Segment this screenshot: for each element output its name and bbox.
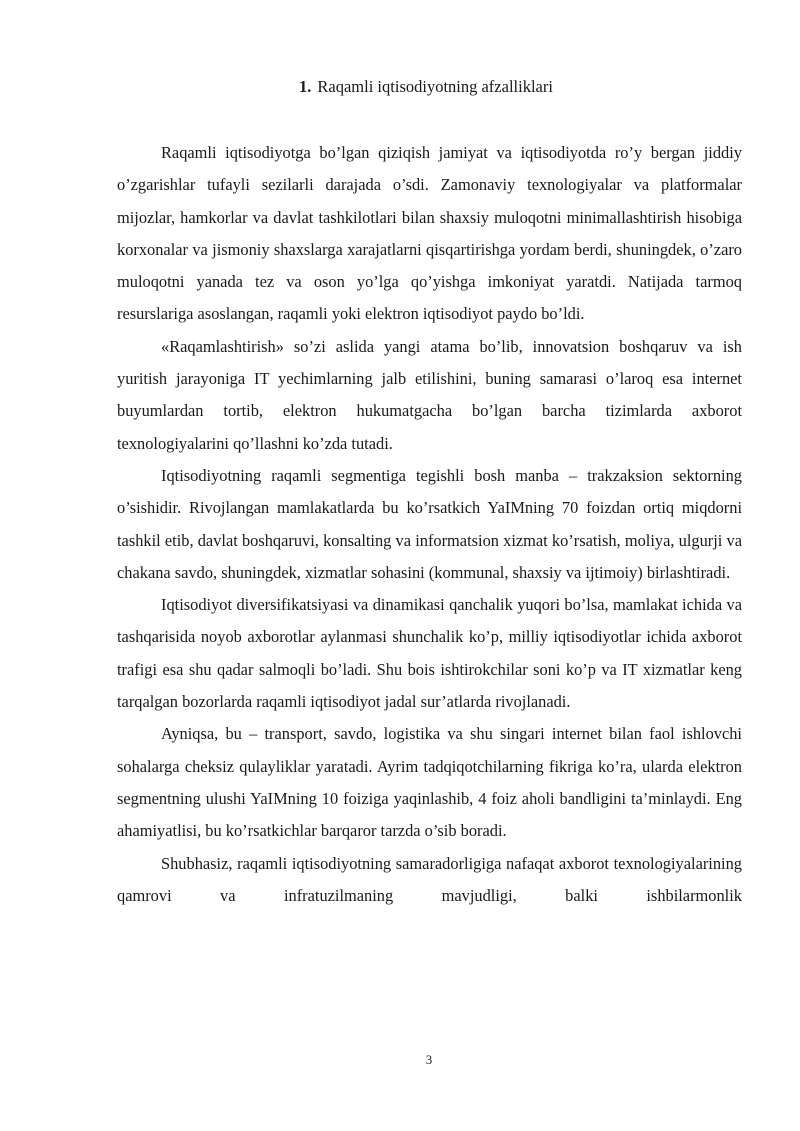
page-number: 3 [425,1053,433,1067]
body-text [117,137,742,912]
paragraph: «Raqamlashtirish» so’zi aslida yangi atama bo’lib, innovatsion boshqaruv va ish yuritish jarayoniga IT yechimlarning jalb etilishini, buning samarasi o’laroq esa internet buyumlardan tortib, elektron hukumatgacha bo’lgan barcha tizimlarda axborot texnologiyalarini qo’llashni ko’zda tutadi. [117,336,742,453]
section-title: Raqamli iqtisodiyotning afzalliklari [317,77,553,96]
paragraph: Ayniqsa, bu – transport, savdo, logistika va shu singari internet bilan faol ishlovchi sohalarga cheksiz qulayliklar yaratadi. Ayrim tadqiqotchilarning fikriga ko’ra, ularda elektron segmentning ulushi YaIMning 10 foiziga yaqinlashib, 4 foiz aholi bandligini ta’minlaydi. Eng ahamiyatlisi, bu ko’rsatkichlar barqaror tarzda o’sib boradi. [117,724,742,841]
section-heading [0,76,800,98]
paragraph: Iqtisodiyot diversifikatsiyasi va dinamikasi qanchalik yuqori bo’lsa, mamlakat ichida va tashqarisida noyob axborotlar aylanmasi shunchalik ko’p, milliy iqtisodiyotlar ichida axborot trafigi esa shu qadar salmoqli bo’ladi. Shu bois ishtirokchilar soni ko’p va IT xizmatlar keng tarqalgan bozorlarda raqamli iqtisodiyot jadal sur’atlarda rivojlanadi. [117,595,742,712]
paragraph: Iqtisodiyotning raqamli segmentiga tegishli bosh manba – trakzaksion sektorning o’sishidir. Rivojlangan mamlakatlarda bu ko’rsatkich YaIMning 70 foizdan ortiq miqdorni tashkil etib, davlat boshqaruvi, konsalting va informatsion xizmat ko’rsatish, moliya, ulgurji va chakana savdo, shuningdek, xizmatlar sohasini (kommunal, shaxsiy va ijtimoiy) birlashtiradi. [117,465,742,582]
paragraph: Raqamli iqtisodiyotga bo’lgan qiziqish jamiyat va iqtisodiyotda ro’y bergan jiddiy o’zgarishlar tufayli sezilarli darajada o’sdi. Zamonaviy texnologiyalar va platformalar mijozlar, hamkorlar va davlat tashkilotlari bilan shaxsiy muloqotni minimallashtirish hisobiga korxonalar va jismoniy shaxslarga xarajatlarni qisqartirishga yordam berdi, shuningdek, o’zaro muloqotni yanada tez va oson yo’lga qo’yishga imkoniyat yaratdi. Natijada tarmoq resurslariga asoslangan, raqamli yoki elektron iqtisodiyot paydo bo’ldi. [117,143,742,324]
paragraph: Shubhasiz, raqamli iqtisodiyotning samaradorligiga nafaqat axborot texnologiyalarining qamrovi va infratuzilmaning mavjudligi, balki ishbilarmonlik [117,853,742,905]
section-number: 1. [299,77,312,96]
